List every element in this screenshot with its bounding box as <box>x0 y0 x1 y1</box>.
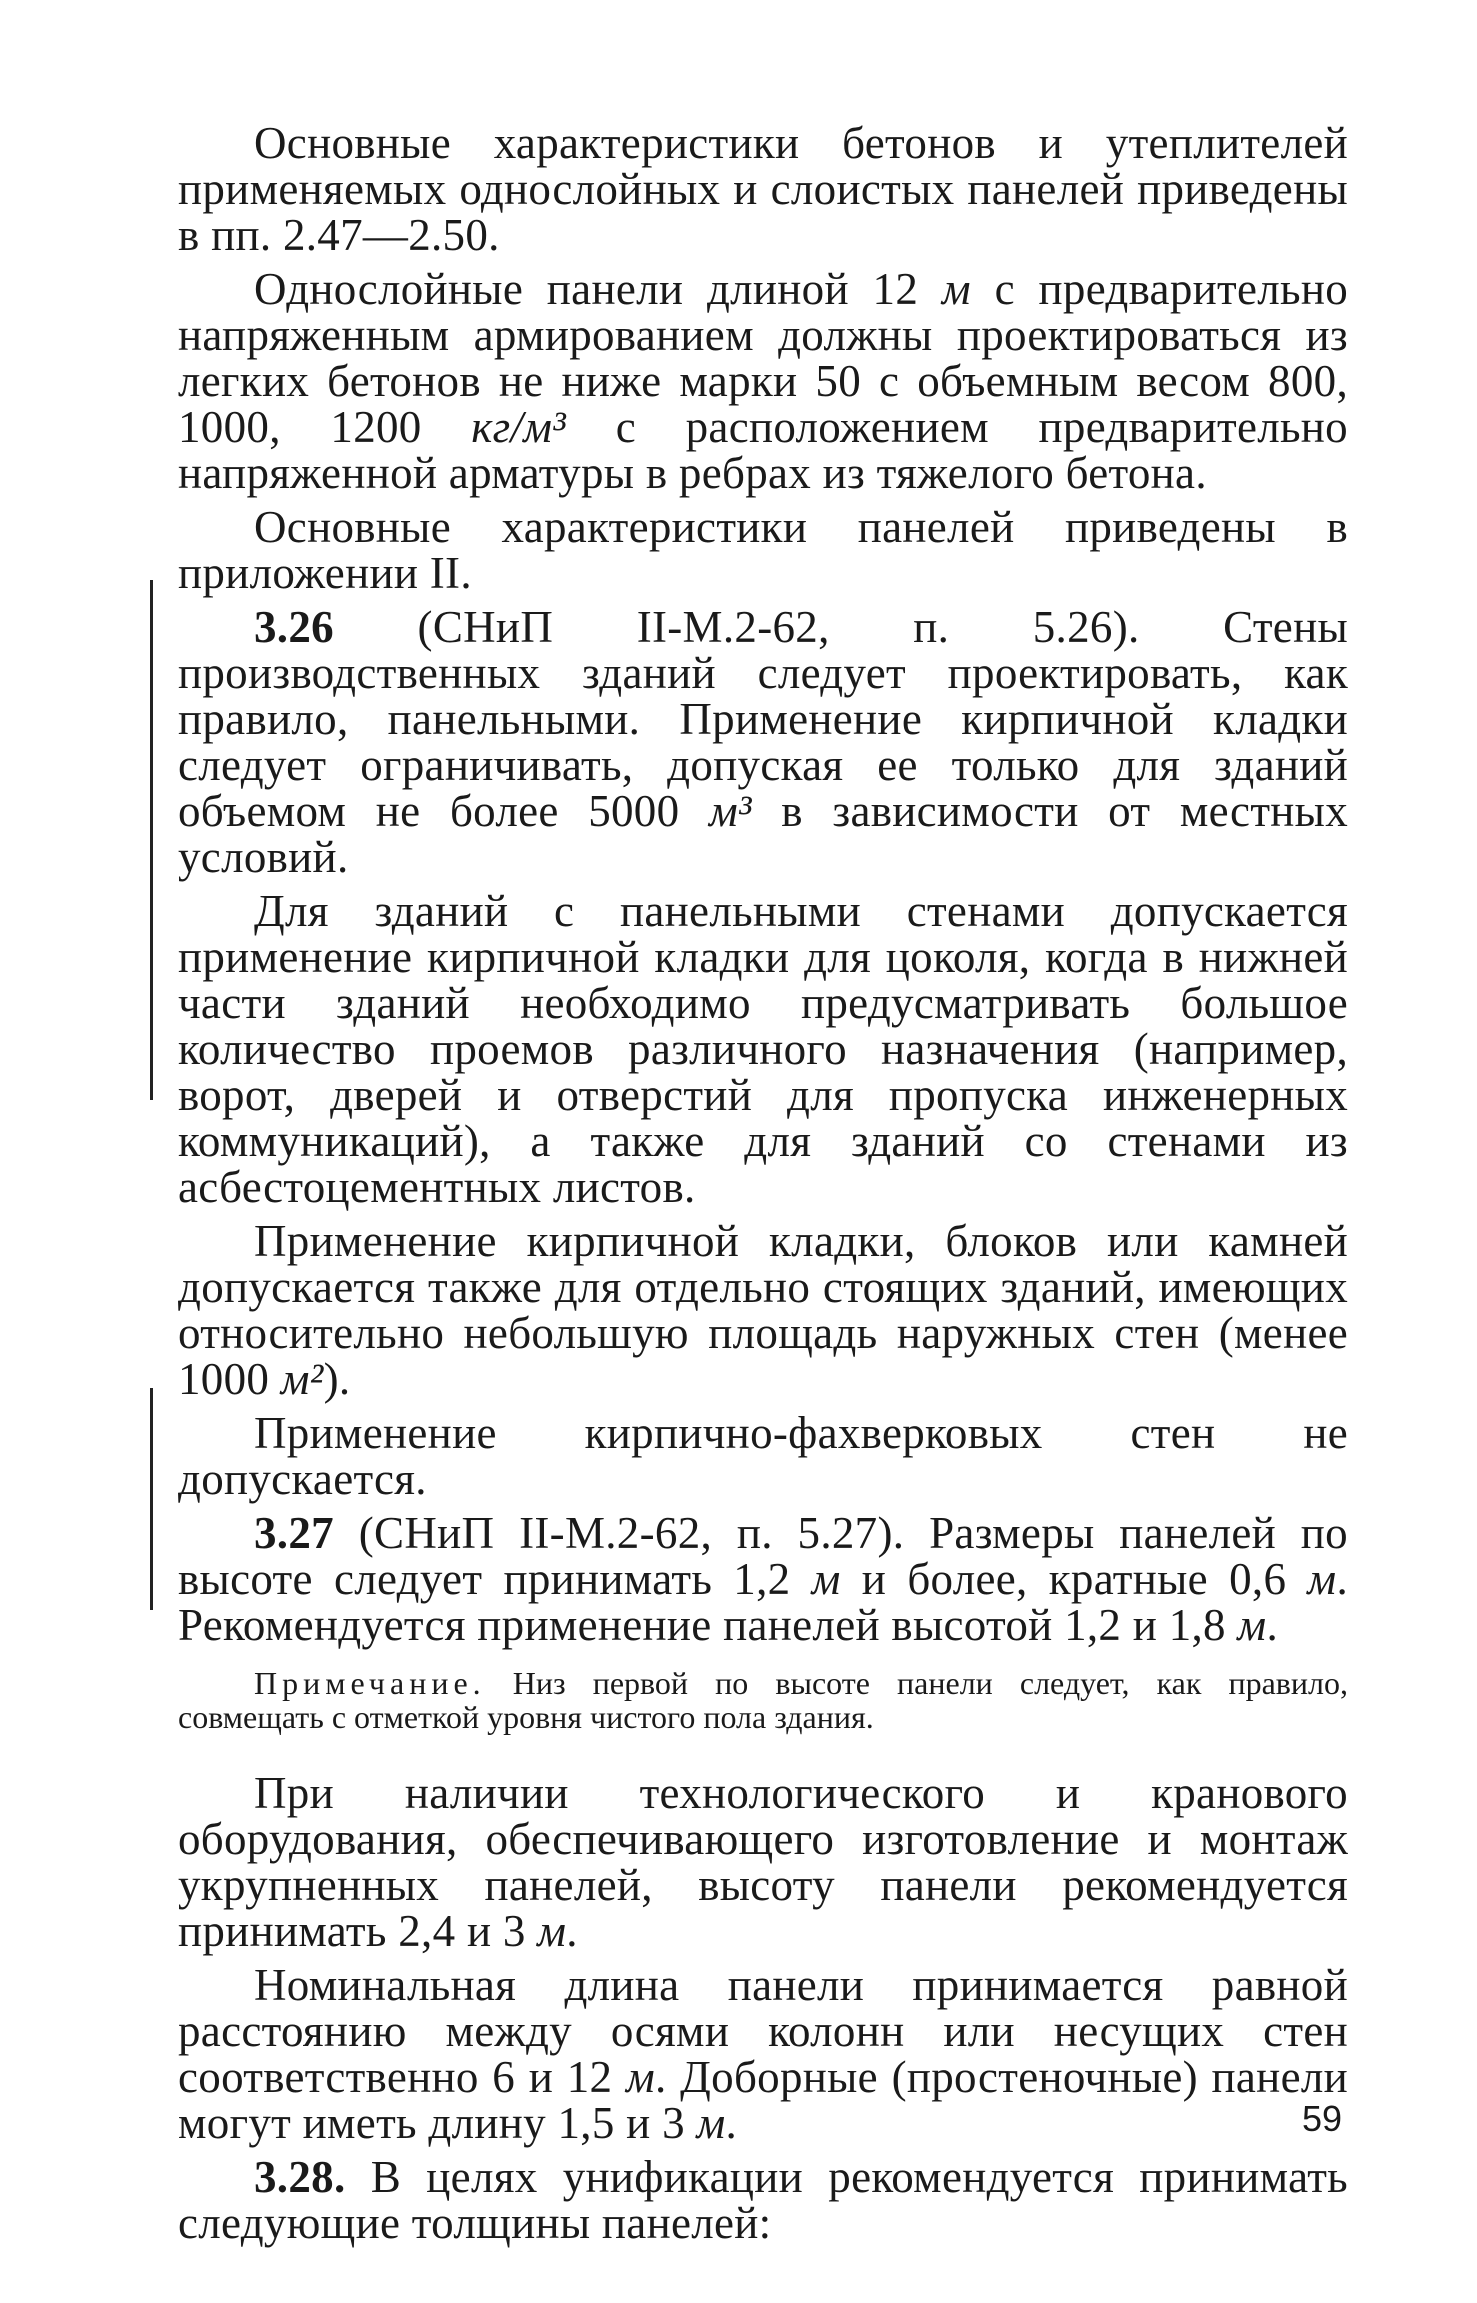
section-number: 3.26 <box>254 602 334 652</box>
page-body <box>178 120 1348 2254</box>
paragraph-brick-plinth: Для зданий с панельными стенами допускается применение кирпичной кладки для цоколя, когда в нижней части зданий необходимо предусматривать большое количество проемов различного назначения (например, ворот, дверей и отверстий для пропуска инженерных коммуникаций), а также для зданий со стенами из асбестоцементных листов. <box>178 886 1348 1212</box>
section-number: 3.27 <box>254 1508 334 1558</box>
change-bar-section-3-27 <box>150 1388 153 1610</box>
section-number: 3.28. <box>254 2152 346 2202</box>
paragraph-crane-equipment: При наличии технологического и кранового оборудования, обеспечивающего изготовление и монтаж укрупненных панелей, высоту панели рекомендуется принимать 2,4 и 3 м. <box>178 1768 1348 1956</box>
paragraph-section-3-26: 3.26 (СНиП II-М.2-62, п. 5.26). Стены производственных зданий следует проектировать, как правило, панельными. Применение кирпичной кладки следует ограничивать, допуская ее только для зданий объемом не более 5000 м³ в зависимости от местных условий. <box>178 602 1348 882</box>
change-bar-section-3-26 <box>150 580 153 1100</box>
page-number: 59 <box>1302 2098 1343 2139</box>
paragraph-nominal-length: Номинальная длина панели принимается равной расстоянию между осями колонн или несущих стен соответственно 6 и 12 м. Доборные (простеночные) панели могут иметь длину 1,5 и 3 м. <box>178 1960 1348 2148</box>
paragraph-single-layer-panels: Однослойные панели длиной 12 м с предварительно напряженным армированием должны проектироваться из легких бетонов не ниже марки 50 с объемным весом 800, 1000, 1200 кг/м³ с расположением предварительно напряженной арматуры в ребрах из тяжелого бетона. <box>178 264 1349 498</box>
paragraph-section-3-27: 3.27 (СНиП II-М.2-62, п. 5.27). Размеры панелей по высоте следует принимать 1,2 м и более, кратные 0,6 м. Рекомендуется применение панелей высотой 1,2 и 1,8 м. <box>178 1508 1349 1650</box>
paragraph-standalone-buildings: Применение кирпичной кладки, блоков или камней допускается также для отдельно стоящих зданий, имеющих относительно небольшую площадь наружных стен (менее 1000 м²). <box>178 1216 1348 1404</box>
paragraph-half-timbered-walls: Применение кирпично-фахверковых стен не допускается. <box>178 1408 1348 1504</box>
note-label: Примечание. <box>254 1665 486 1701</box>
paragraph-concrete-characteristics: Основные характеристики бетонов и утеплителей применяемых однослойных и слоистых панелей приведены в пп. 2.47—2.50. <box>178 118 1348 260</box>
paragraph-section-3-28: 3.28. В целях унификации рекомендуется принимать следующие толщины панелей: <box>178 2152 1348 2248</box>
paragraph-panel-characteristics-appendix: Основные характеристики панелей приведены в приложении II. <box>178 502 1348 598</box>
note: Примечание. Низ первой по высоте панели следует, как правило, совмещать с отметкой уровня чистого пола здания. <box>178 1665 1348 1735</box>
